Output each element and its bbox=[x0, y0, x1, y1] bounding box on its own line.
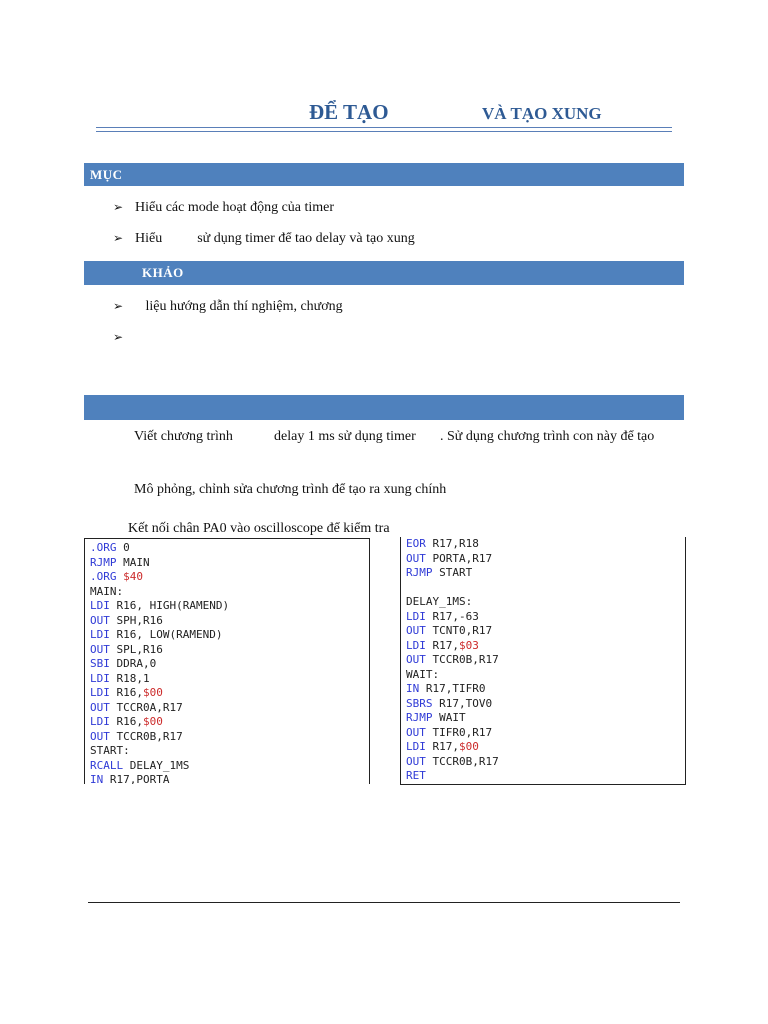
section-header-khao-label: KHẢO bbox=[142, 265, 184, 280]
code-keyword: OUT bbox=[406, 551, 426, 565]
code-keyword: OUT bbox=[90, 700, 110, 714]
code-operand: R17,-63 bbox=[425, 609, 479, 623]
code-operand: TIFR0,R17 bbox=[425, 725, 493, 739]
code-number: $00 bbox=[143, 715, 163, 728]
arrow-bullet-icon: ➢ bbox=[113, 330, 124, 344]
code-keyword: OUT bbox=[406, 653, 426, 666]
code-keyword: OUT bbox=[90, 729, 110, 743]
code-operand: R16, bbox=[109, 715, 143, 728]
reference-text-1: liệu hướng dẫn thí nghiệm, chương bbox=[135, 299, 343, 314]
code-operand: WAIT bbox=[432, 711, 466, 724]
code-line bbox=[406, 581, 680, 596]
code-keyword: LDI bbox=[90, 599, 110, 612]
code-line bbox=[90, 701, 364, 716]
code-line bbox=[406, 610, 680, 625]
code-line bbox=[406, 537, 680, 552]
code-keyword: OUT bbox=[406, 624, 426, 637]
task-line-2: Mô phỏng, chỉnh sửa chương trình để tạo ra xung chính bbox=[134, 482, 447, 497]
code-line bbox=[90, 715, 364, 730]
code-keyword: RCALL bbox=[90, 758, 124, 772]
code-keyword: RJMP bbox=[90, 555, 117, 569]
task-line-1c: . Sử dụng chương trình con này để tạo bbox=[440, 429, 655, 444]
arrow-bullet-icon: ➢ bbox=[113, 231, 124, 245]
code-operand: MAIN: bbox=[90, 584, 124, 598]
code-line bbox=[406, 769, 680, 784]
code-line bbox=[90, 643, 364, 658]
code-line bbox=[90, 672, 364, 687]
code-keyword: .ORG bbox=[90, 570, 117, 583]
code-line bbox=[90, 541, 364, 556]
code-operand: R17,TIFR0 bbox=[419, 682, 486, 695]
code-keyword: IN bbox=[406, 682, 420, 695]
code-operand: TCCR0B,R17 bbox=[109, 729, 183, 743]
code-line bbox=[90, 730, 364, 745]
code-operand: TCCR0B,R17 bbox=[425, 754, 499, 768]
reference-item-2 bbox=[113, 330, 135, 346]
objective-item-2 bbox=[113, 231, 415, 247]
code-operand: PORTA,R17 bbox=[425, 551, 493, 565]
code-line bbox=[90, 773, 364, 784]
code-keyword: LDI bbox=[90, 628, 110, 641]
code-keyword: SBI bbox=[90, 657, 110, 670]
code-keyword: EOR bbox=[406, 537, 426, 550]
code-operand: R16, HIGH(RAMEND) bbox=[109, 599, 230, 612]
code-keyword: LDI bbox=[90, 671, 110, 685]
code-line bbox=[406, 755, 680, 770]
code-keyword: RET bbox=[406, 769, 426, 782]
code-operand: SPH,R16 bbox=[109, 613, 163, 627]
code-keyword: LDI bbox=[90, 715, 110, 728]
code-operand: R16, LOW(RAMEND) bbox=[109, 628, 223, 641]
page-title-part2: VÀ TẠO XUNG bbox=[482, 104, 602, 123]
code-operand: TCNT0,R17 bbox=[425, 624, 493, 637]
code-operand: WAIT: bbox=[406, 667, 440, 681]
code-keyword: RJMP bbox=[406, 566, 433, 579]
code-line bbox=[90, 686, 364, 701]
section-header-muc bbox=[84, 163, 684, 186]
objective-text-1: Hiểu các mode hoạt động của timer bbox=[135, 200, 335, 215]
code-line bbox=[406, 668, 680, 683]
code-operand: SPL,R16 bbox=[109, 642, 163, 656]
code-keyword: IN bbox=[90, 773, 104, 784]
code-operand: START: bbox=[90, 744, 130, 757]
footer-rule bbox=[88, 902, 680, 903]
code-line bbox=[406, 624, 680, 639]
code-operand: 0 bbox=[116, 541, 130, 554]
code-number: $00 bbox=[143, 686, 163, 699]
code-operand: R17, bbox=[425, 740, 459, 753]
code-line bbox=[406, 740, 680, 755]
code-operand: START bbox=[432, 566, 473, 579]
page-title-part1: ĐỂ TẠO bbox=[309, 100, 389, 124]
arrow-bullet-icon: ➢ bbox=[113, 299, 124, 313]
code-operand: R17,PORTA bbox=[103, 773, 170, 784]
code-line bbox=[406, 595, 680, 610]
code-keyword: RJMP bbox=[406, 711, 433, 724]
code-keyword: OUT bbox=[90, 613, 110, 627]
code-operand: DELAY_1MS: bbox=[406, 595, 473, 608]
section-header-khao bbox=[84, 261, 684, 285]
code-keyword: LDI bbox=[406, 609, 426, 623]
code-line bbox=[406, 566, 680, 581]
code-line bbox=[90, 744, 364, 759]
reference-item-1 bbox=[113, 299, 343, 315]
title-underline-thin bbox=[96, 131, 672, 132]
objective-text-2: Hiểu sử dụng timer để tao delay và tạo xung bbox=[135, 231, 415, 246]
code-keyword: .ORG bbox=[90, 541, 117, 554]
code-operand: DDRA,0 bbox=[109, 657, 157, 670]
code-line bbox=[90, 599, 364, 614]
code-line bbox=[90, 759, 364, 774]
code-line bbox=[90, 657, 364, 672]
code-keyword: LDI bbox=[90, 686, 110, 699]
code-line bbox=[90, 614, 364, 629]
code-block-right bbox=[400, 537, 686, 785]
code-operand: MAIN bbox=[116, 555, 150, 569]
code-operand: R17, bbox=[425, 638, 459, 652]
task-line-1b: delay 1 ms sử dụng timer bbox=[274, 429, 416, 444]
section-header-muc-label: MỤC bbox=[90, 167, 123, 182]
code-line bbox=[90, 585, 364, 600]
code-line bbox=[90, 628, 364, 643]
code-keyword: OUT bbox=[406, 725, 426, 739]
code-operand: R17,R18 bbox=[425, 537, 479, 550]
code-line bbox=[406, 697, 680, 712]
task-line-3: Kết nối chân PA0 vào oscilloscope để kiểm tra bbox=[128, 521, 390, 536]
code-line bbox=[406, 726, 680, 741]
code-block-left bbox=[84, 538, 370, 784]
code-operand: R18,1 bbox=[109, 671, 150, 685]
section-header-task bbox=[84, 395, 684, 420]
title-underline bbox=[96, 127, 672, 128]
code-number: $40 bbox=[123, 570, 143, 583]
code-keyword: LDI bbox=[406, 740, 426, 753]
code-keyword: OUT bbox=[406, 754, 426, 768]
code-operand: R17,TOV0 bbox=[432, 696, 493, 710]
code-keyword: LDI bbox=[406, 638, 426, 652]
code-operand: TCCR0B,R17 bbox=[425, 653, 499, 666]
arrow-bullet-icon: ➢ bbox=[113, 200, 124, 214]
code-operand: TCCR0A,R17 bbox=[109, 700, 183, 714]
code-line bbox=[406, 653, 680, 668]
code-operand: DELAY_1MS bbox=[123, 758, 190, 772]
code-number: $03 bbox=[459, 638, 479, 652]
code-keyword: OUT bbox=[90, 642, 110, 656]
code-line bbox=[406, 682, 680, 697]
code-line bbox=[90, 570, 364, 585]
code-number: $00 bbox=[459, 740, 479, 753]
code-keyword: SBRS bbox=[406, 696, 433, 710]
code-operand: R16, bbox=[109, 686, 143, 699]
code-line bbox=[90, 556, 364, 571]
objective-item-1 bbox=[113, 200, 334, 216]
code-line bbox=[406, 552, 680, 567]
code-line bbox=[406, 639, 680, 654]
task-line-1a: Viết chương trình bbox=[134, 429, 233, 444]
code-line bbox=[406, 711, 680, 726]
